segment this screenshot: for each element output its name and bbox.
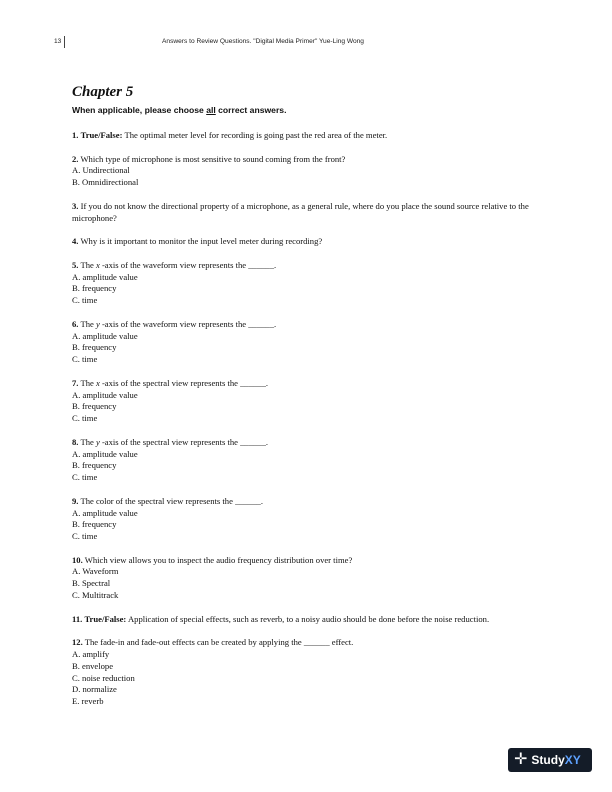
question-8 <box>72 437 542 484</box>
logo-accent: XY <box>564 753 581 767</box>
question-3 <box>72 201 542 225</box>
question-stem <box>72 378 542 390</box>
question-text: The optimal meter level for recording is going past the red area of the meter. <box>122 130 388 140</box>
question-text: Why is it important to monitor the input level meter during recording? <box>78 236 323 247</box>
axis-variable: x <box>95 377 100 388</box>
logo-text <box>531 753 580 767</box>
question-stem <box>72 130 542 142</box>
logo-prefix: Study <box>531 753 565 767</box>
answer-option: C. Multitrack <box>72 590 119 601</box>
question-9 <box>72 496 542 543</box>
question-stem <box>72 637 542 649</box>
question-stem <box>72 496 542 508</box>
true-false-label: True/False: <box>84 613 127 624</box>
answer-option: C. time <box>72 295 98 306</box>
question-number: 6. <box>72 318 79 329</box>
question-text: The fade-in and fade-out effects can be created by applying the ______ effect. <box>82 637 354 648</box>
question-number: 9. <box>72 495 79 506</box>
question-number: 11. <box>72 613 83 624</box>
question-10 <box>72 555 542 602</box>
answer-option: B. frequency <box>72 519 117 530</box>
question-stem <box>72 319 542 331</box>
page-header <box>0 36 612 50</box>
instruction-pre: When applicable, please choose <box>72 105 207 115</box>
question-12 <box>72 637 542 708</box>
question-number: 12. <box>72 637 83 648</box>
question-text-tail: -axis of the waveform view represents the ______. <box>99 318 277 329</box>
question-text-tail: -axis of the spectral view represents the ______. <box>99 436 269 447</box>
question-stem <box>72 437 542 449</box>
axis-variable: y <box>95 318 100 329</box>
question-stem <box>72 201 542 225</box>
question-stem <box>72 236 542 248</box>
instruction-post: correct answers. <box>215 105 287 115</box>
question-stem <box>72 260 542 272</box>
question-number: 3. <box>72 200 79 211</box>
answer-option: C. time <box>72 354 98 365</box>
answer-option: B. frequency <box>72 401 117 412</box>
question-number: 5. <box>72 259 79 270</box>
answer-option: A. amplify <box>72 649 110 660</box>
question-text: The <box>78 318 96 329</box>
question-number: 1. <box>72 130 79 140</box>
question-number: 4. <box>72 236 79 247</box>
answer-option: B. frequency <box>72 460 117 471</box>
question-text-tail: -axis of the waveform view represents the ______. <box>99 259 277 270</box>
answer-option: A. amplitude value <box>72 507 138 518</box>
answer-option: C. time <box>72 413 98 424</box>
question-number: 2. <box>72 153 79 164</box>
question-number: 7. <box>72 377 79 388</box>
question-11 <box>72 614 542 626</box>
answer-option: A. amplitude value <box>72 389 138 400</box>
true-false-label: True/False: <box>80 130 123 140</box>
header-divider <box>64 36 65 48</box>
answer-option: A. Undirectional <box>72 165 130 176</box>
question-4 <box>72 236 542 248</box>
question-text: The <box>78 259 96 270</box>
header-title: Answers to Review Questions. "Digital Media Primer" Yue-Ling Wong <box>162 38 364 45</box>
question-text: The color of the spectral view represents the ______. <box>78 495 264 506</box>
question-stem <box>72 555 542 567</box>
answer-option: B. Spectral <box>72 578 111 589</box>
question-stem <box>72 154 542 166</box>
answer-option: A. amplitude value <box>72 330 138 341</box>
answer-option: B. frequency <box>72 283 117 294</box>
chapter-title: Chapter 5 <box>72 84 134 100</box>
question-list <box>72 130 542 708</box>
plus-icon: ✛ <box>514 751 528 768</box>
question-text: If you do not know the directional property of a microphone, as a general rule, where do you place the sound source relative to the microphone? <box>72 200 529 223</box>
answer-option: C. time <box>72 472 98 483</box>
answer-option: A. Waveform <box>72 566 119 577</box>
question-7 <box>72 378 542 425</box>
question-number: 10. <box>72 554 83 565</box>
question-number: 8. <box>72 436 79 447</box>
axis-variable: y <box>95 436 100 447</box>
answer-option: A. amplitude value <box>72 448 138 459</box>
studyxy-logo[interactable] <box>508 748 592 772</box>
question-5 <box>72 260 542 307</box>
question-6 <box>72 319 542 366</box>
page-number: 13 <box>54 38 62 45</box>
answer-option: C. time <box>72 531 98 542</box>
question-text: The <box>78 436 96 447</box>
question-text: Application of special effects, such as reverb, to a noisy audio should be done before the noise reduction. <box>126 613 490 624</box>
answer-option: A. amplitude value <box>72 271 138 282</box>
answer-option: D. normalize <box>72 684 117 695</box>
instruction-emphasis: all <box>206 105 216 115</box>
question-text-tail: -axis of the spectral view represents the ______. <box>99 377 269 388</box>
question-1 <box>72 130 542 142</box>
instruction <box>72 104 542 116</box>
document-body <box>72 84 542 720</box>
question-text: Which type of microphone is most sensitive to sound coming from the front? <box>78 153 346 164</box>
question-stem <box>72 614 542 626</box>
answer-option: C. noise reduction <box>72 672 135 683</box>
question-text: Which view allows you to inspect the audio frequency distribution over time? <box>82 554 353 565</box>
answer-option: E. reverb <box>72 696 104 707</box>
answer-option: B. Omnidirectional <box>72 177 139 188</box>
question-2 <box>72 154 542 189</box>
answer-option: B. envelope <box>72 660 114 671</box>
answer-option: B. frequency <box>72 342 117 353</box>
question-text: The <box>78 377 96 388</box>
axis-variable: x <box>95 259 100 270</box>
